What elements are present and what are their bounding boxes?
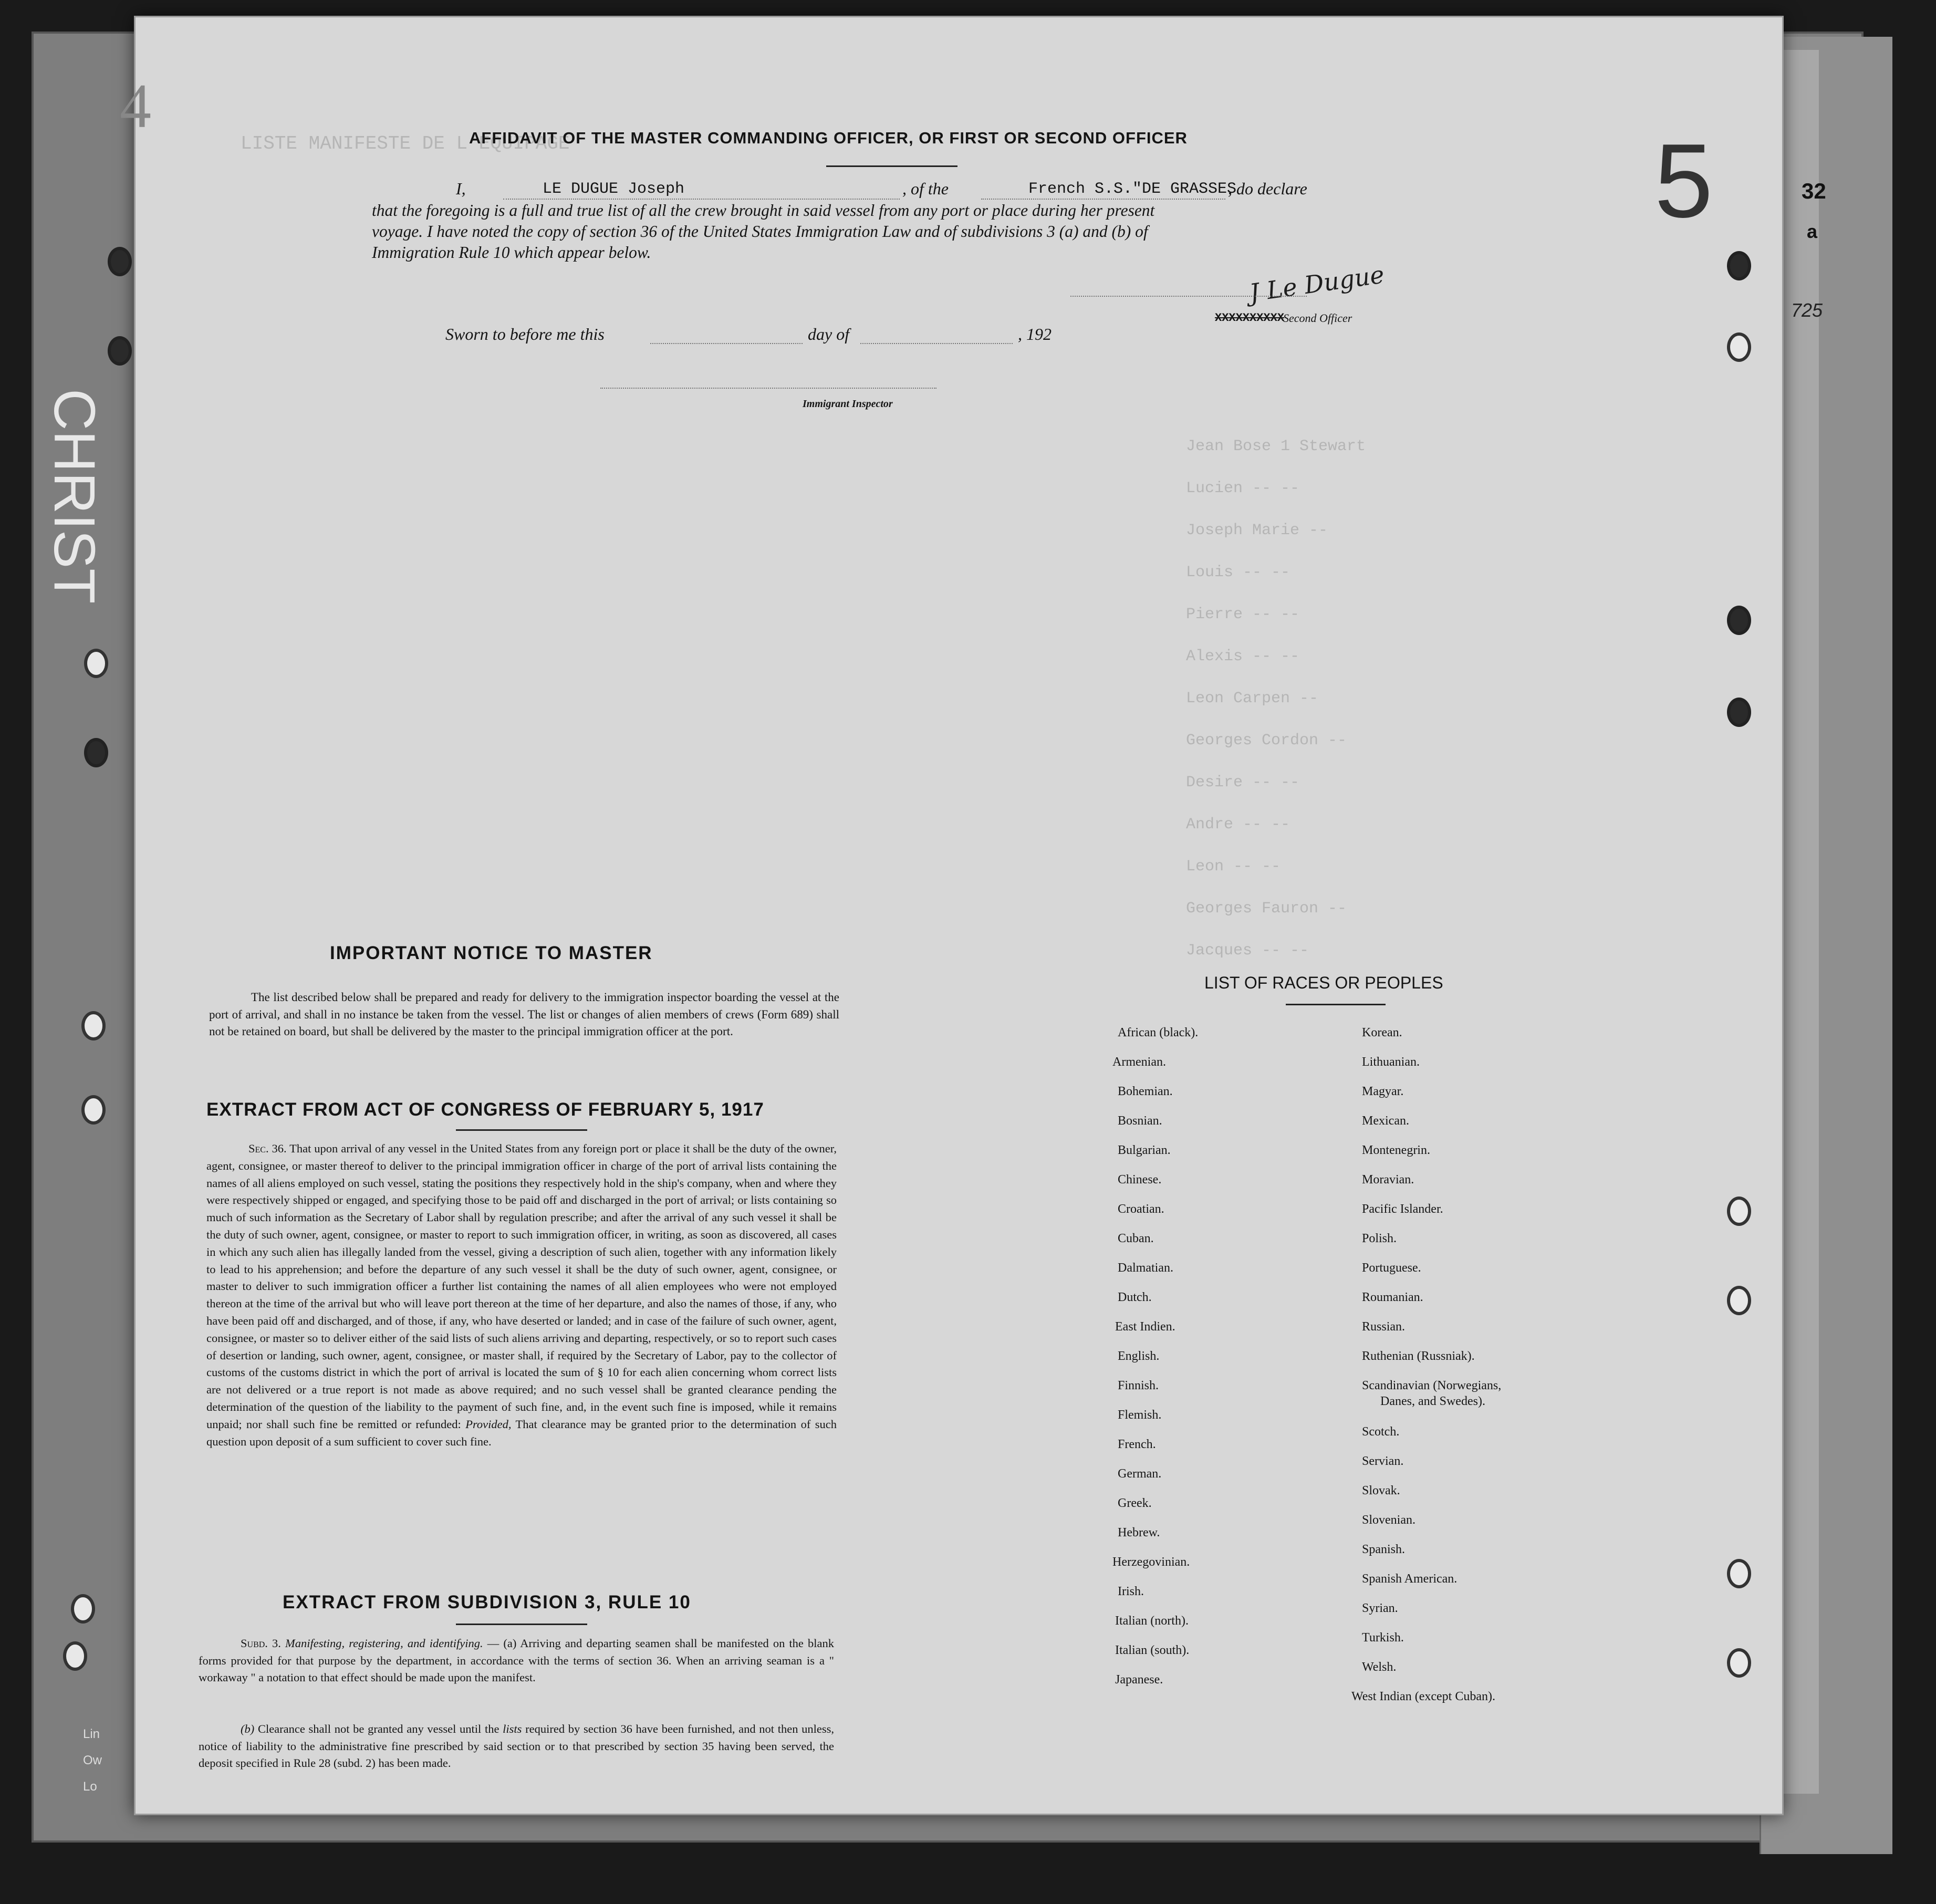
race-item: Herzegovinian.: [1112, 1555, 1190, 1569]
act-section-label: Sec. 36.: [248, 1142, 287, 1155]
race-item: Slovak.: [1362, 1484, 1400, 1497]
race-item: Spanish.: [1362, 1543, 1406, 1556]
act-proviso-label: Provided,: [465, 1417, 512, 1431]
right-code: 725: [1791, 299, 1823, 321]
binding-hole: [1727, 1648, 1751, 1678]
binding-hole: [71, 1594, 95, 1624]
act-rule: [456, 1129, 587, 1131]
race-item: German.: [1118, 1467, 1162, 1481]
race-item: Finnish.: [1118, 1379, 1159, 1392]
binding-hole: [1727, 698, 1751, 727]
act-body: That upon arrival of any vessel in the United States from any foreign port or place it shall be the duty of the owner, agent, consignee, or master thereof to deliver to the principal immigration officer in charge of the port of arrival lists containing the names of all aliens employed on such vessel, stating the positions they respectively hold in the ship's company, when and where they were respectively shipped or engaged, and specifying those to be paid off and discharged in the port of arrival; or lists containing so much of such information as the Secretary of Labor shall by regulation prescribe; and after the arrival of any such vessel it shall be the duty of such owner, agent, consignee, or master to report to such immigration officer, in writing, as soon as discovered, all cases in which any such alien has illegally landed from the vessel, giving a description of such alien, together with any information likely to lead to his apprehension; and before the departure of any such vessel it shall be the duty of such owner, agent, consignee, or master to deliver to such immigration officer a further list containing the names of all alien employees who were not employed thereon at the time of the arrival but who will leave port thereon at the time of her departure, and also the names of those, if any, who have been paid off and discharged, and of those, if any, who have deserted or landed; and in case of the failure of such owner, agent, consignee, or master so to deliver either of the said lists of such aliens arriving and departing, respectively, or so to report such cases of desertion or landing, such owner, agent, consignee, or master shall, if required by the Secretary of Labor, pay to the collector of customs of the customs district in which the port of arrival is located the sum of § 10 for each alien concerning whom correct lists are not delivered or a true report is not made as above required; and no such vessel shall be granted clearance pending the determination of the question of the liability to the payment of such fine, and, in the event such fine is imposed, while it remains unpaid; nor shall such fine be remitted or refunded:: [206, 1142, 837, 1431]
rule-rule: [456, 1624, 587, 1625]
race-item: Polish.: [1362, 1232, 1397, 1245]
rule-heading: EXTRACT FROM SUBDIVISION 3, RULE 10: [283, 1592, 691, 1612]
act-heading: EXTRACT FROM ACT OF CONGRESS OF FEBRUARY 5, 1917: [206, 1099, 764, 1120]
race-item: Ruthenian (Russniak).: [1362, 1349, 1475, 1363]
race-item: Flemish.: [1118, 1408, 1162, 1422]
notice-heading: IMPORTANT NOTICE TO MASTER: [330, 943, 653, 963]
race-item: Spanish American.: [1362, 1572, 1458, 1586]
inspector-label: Immigrant Inspector: [803, 398, 893, 410]
rule-text-b: [199, 1721, 834, 1772]
race-item: Dutch.: [1118, 1291, 1152, 1304]
races-heading: LIST OF RACES OR PEOPLES: [1204, 973, 1443, 992]
race-item: Russian.: [1362, 1320, 1406, 1334]
race-item: Hebrew.: [1118, 1526, 1160, 1539]
rule-b-text-2: required by section 36 have been furnished, and not then unless, notice of liability to the administrative fine prescribed by said section or to that prescribed by section 35 having been served, the deposit specified in Rule 28 (subd. 2) has been made.: [199, 1722, 835, 1770]
race-item: Lithuanian.: [1362, 1055, 1420, 1069]
left-edge-label-3: Lo: [83, 1780, 97, 1794]
page-number: 32: [1802, 179, 1826, 203]
document-sheet: Jean Bose 1 Stewart Lucien -- -- Joseph Marie -- Louis -- -- Pierre -- -- Alexis -- -- Leon Carpen -- Georges Cordon -- Desire -- -- Andre -- -- Leon -- -- Georges Fauron -- Jacques -- -- LISTE MANIFESTE DE L'EQUIPAGE 4 AFFIDAVIT OF THE MASTER COMMANDING OFFICER, OR FIRST OR SECOND OFFICER I, LE DUGUE Joseph , of the French S.S."DE GRASSES , do declare that the foregoing is a full and true list of all the crew brought in said vessel from any port or place during her present voyage. I have noted the copy of section 36 of the United States Immigration Law and of subdivisions 3 (a) and (b) of Immigration Rule 10 which appear below. J Le Dugue XXXXXXXXXX Second Officer Sworn to before me this day of , 192 Immigrant Inspector IMPORTANT NOTICE TO MASTER The list described below shall be prepared and ready for delivery to the immigration inspector boarding the vessel at the port of arrival, and shall in no instance be taken from the vessel. The list or changes of alien members of crews (Form 689) shall not be retained on board, but shall be delivered by the master to the principal immigration officer at the port. EXTRACT FROM ACT OF CONGRESS OF FEBRUARY 5, 1917 Sec. 36. That upon arrival of any vessel in the United States from any foreign port or place it shall be the duty of the owner, agent, consignee, or master thereof to deliver to the principal immigration officer in charge of the port of arrival lists containing the names of all aliens employed on such vessel, stating the positions they respectively hold in the ship's company, when and where they were respectively shipped or engaged, and specifying those to be paid off and discharged in the port of arrival; or lists containing so much of such information as the Secretary of Labor shall by regulation prescribe; and after the arrival of any such vessel it shall be the duty of such owner, agent, consignee, or master to report to such immigration officer, in writing, as soon as discovered, all cases in which any such alien has illegally landed from the vessel, giving a description of such alien, together with any information likely to lead to his apprehension; and before the departure of any such vessel it shall be the duty of such owner, agent, consignee, or master to deliver to such immigration officer a further list containing the names of all alien employees who were not employed thereon at the time of the arrival but who will leave port thereon at the time of her departure, and also the names of those, if any, who have been paid off and discharged, and of those, if any, who have deserted or landed; and in case of the failure of such owner, agent, consignee, or master so to deliver either of the said lists of such aliens arriving and departing, respectively, or so to report such cases of desertion or landing, such owner, agent, consignee, or master shall, if required by the Secretary of Labor, pay to the collector of customs of the customs district in which the port of arrival is located the sum of § 10 for each alien concerning whom correct lists are not delivered or a true report is not made as above required; and no such vessel shall be granted clearance pending the determination of the question of the liability to the payment of such fine, and, in the event such fine is imposed, while it remains unpaid; nor shall such fine be remitted or refunded: Provided, That clearance may be granted prior to the determination of such question upon deposit of a sum sufficient to cover such fine. EXTRACT FROM SUBDIVISION 3, RULE 10 Subd. 3. Manifesting, registering, and identifying. — (a) Arriving and departing seamen shall be manifested on the blank forms provided for that purpose by the department, in accordance with the terms of section 36. When an arriving seaman is a " workaway " a notation to that effect should be made upon the manifest. (b) Clearance shall not be granted any vessel until the lists required by section 36 have been furnished, and not then unless, notice of liability to the administrative fine prescribed by said section or to that prescribed by section 35 having been served, the deposit specified in Rule 28 (subd. 2) has been made. LIST OF RACES OR PEOPLES African (black). Armenian. Bohemian. Bosnian. Bulgarian. Chinese. Croatian. Cuban. Dalmatian. Dutch. East Indien. English. Finnish. Flemish. French. German. Greek. Hebrew. Herzegovinian. Irish. Italian (north). Italian (south). Japanese. Korean. Lithuanian. Magyar. Mexican. Montenegrin. Moravian. Pacific Islander. Polish. Portuguese. Roumanian. Russian. Ruthenian (Russniak). Scandinavian (Norwegians, Danes, and Swedes). Scotch. Servian. Slovak. Slovenian. Spanish. Spanish American. Syrian. Turkish. Welsh. West Indian (except Cuban).: [134, 16, 1784, 1815]
race-item: Turkish.: [1362, 1631, 1404, 1645]
race-item: Dalmatian.: [1118, 1261, 1173, 1275]
affidavit-title: AFFIDAVIT OF THE MASTER COMMANDING OFFICER, OR FIRST OR SECOND OFFICER: [469, 129, 1188, 147]
race-item: African (black).: [1118, 1026, 1199, 1039]
title-rule: [826, 165, 957, 167]
left-edge-label-2: Ow: [83, 1753, 102, 1767]
vessel-name: French S.S."DE GRASSES: [1028, 180, 1237, 198]
race-item: Scotch.: [1362, 1425, 1400, 1439]
races-rule: [1286, 1004, 1386, 1005]
officer-signature: J Le Dugue: [1247, 260, 1386, 307]
binding-hole: [1727, 606, 1751, 635]
race-item: Slovenian.: [1362, 1513, 1415, 1527]
stamp-digit: 5: [1654, 122, 1713, 240]
top-left-mark: 4: [120, 71, 151, 141]
binding-hole: [1727, 251, 1751, 280]
binding-hole: [84, 649, 108, 678]
race-item: Roumanian.: [1362, 1291, 1423, 1304]
binding-hole: [1727, 1286, 1751, 1315]
binding-hole: [84, 738, 108, 767]
sworn-label: Sworn to before me this: [445, 325, 605, 344]
binding-hole: [81, 1095, 106, 1125]
rule-b-label: (b): [241, 1722, 255, 1735]
race-item: Danes, and Swedes).: [1380, 1395, 1485, 1408]
left-edge-label-1: Lin: [83, 1727, 100, 1741]
declaration-i: I,: [456, 179, 466, 198]
race-item: Scandinavian (Norwegians,: [1362, 1379, 1502, 1392]
declaration-line-2: that the foregoing is a full and true list of all the crew brought in said vessel from any port or place during her present: [372, 201, 1155, 220]
race-item: West Indian (except Cuban).: [1351, 1690, 1495, 1703]
declaration-line-4: Immigration Rule 10 which appear below.: [372, 243, 651, 262]
race-item: Korean.: [1362, 1026, 1402, 1039]
binding-hole: [1727, 1196, 1751, 1226]
binding-hole: [63, 1641, 87, 1671]
race-item: Bulgarian.: [1118, 1143, 1171, 1157]
race-item: Mexican.: [1362, 1114, 1409, 1128]
act-proviso-text: That clearance may be granted prior to the determination of such question upon deposit of a sum sufficient to cover such fine.: [206, 1417, 837, 1448]
race-item: French.: [1118, 1438, 1156, 1451]
left-tab-label: CHRIST: [42, 389, 107, 604]
race-item: Portuguese.: [1362, 1261, 1421, 1275]
struck-title: XXXXXXXXXX: [1215, 311, 1285, 325]
binding-hole: [108, 336, 132, 366]
race-item: Irish.: [1118, 1585, 1144, 1598]
race-item: East Indien.: [1115, 1320, 1175, 1334]
race-item: Greek.: [1118, 1496, 1152, 1510]
year-label: , 192: [1018, 325, 1052, 344]
do-declare-label: , do declare: [1228, 179, 1307, 198]
race-item: Italian (north).: [1115, 1614, 1189, 1628]
race-item: Montenegrin.: [1362, 1143, 1430, 1157]
race-item: Syrian.: [1362, 1601, 1398, 1615]
race-item: Pacific Islander.: [1362, 1202, 1443, 1216]
act-text: [206, 1140, 837, 1450]
day-of-label: day of: [808, 325, 850, 344]
rule-b-text-1: Clearance shall not be granted any vessel until the: [257, 1722, 499, 1735]
rule-subd-label: Subd. 3.: [241, 1637, 281, 1650]
binding-hole: [81, 1011, 106, 1041]
race-item: Chinese.: [1118, 1173, 1162, 1187]
rule-a-text: — (a) Arriving and departing seamen shall be manifested on the blank forms provided for that purpose by the department, in accordance with the terms of section 36. When an arriving seaman is a " workaway " a notation to that effect should be made upon the manifest.: [199, 1637, 835, 1684]
race-item: Servian.: [1362, 1454, 1404, 1468]
race-item: Bohemian.: [1118, 1085, 1173, 1098]
binding-hole: [1727, 332, 1751, 362]
race-item: Cuban.: [1118, 1232, 1154, 1245]
rule-subd-title: Manifesting, registering, and identifying.: [285, 1637, 483, 1650]
master-name: LE DUGUE Joseph: [543, 180, 685, 198]
rule-b-lists: lists: [503, 1722, 522, 1735]
race-item: Moravian.: [1362, 1173, 1414, 1187]
race-item: Italian (south).: [1115, 1643, 1190, 1657]
race-item: Welsh.: [1362, 1660, 1397, 1674]
race-item: Japanese.: [1115, 1673, 1163, 1687]
binding-hole: [1727, 1559, 1751, 1588]
of-the-label: , of the: [902, 179, 949, 198]
declaration-line-3: voyage. I have noted the copy of section 36 of the United States Immigration Law and of subdivisions 3 (a) and (b) of: [372, 222, 1148, 241]
right-letter: a: [1807, 221, 1818, 242]
race-item: Croatian.: [1118, 1202, 1164, 1216]
race-item: Armenian.: [1112, 1055, 1166, 1069]
officer-title: Second Officer: [1283, 311, 1352, 325]
race-item: Magyar.: [1362, 1085, 1404, 1098]
rule-text-a: [199, 1635, 834, 1687]
binding-hole: [108, 247, 132, 276]
race-item: Bosnian.: [1118, 1114, 1162, 1128]
race-item: English.: [1118, 1349, 1160, 1363]
notice-text: The list described below shall be prepared and ready for delivery to the immigration inspector boarding the vessel at the port of arrival, and shall in no instance be taken from the vessel. The list or changes of alien members of crews (Form 689) shall not be retained on board, but shall be delivered by the master to the principal immigration officer at the port.: [209, 991, 839, 1038]
